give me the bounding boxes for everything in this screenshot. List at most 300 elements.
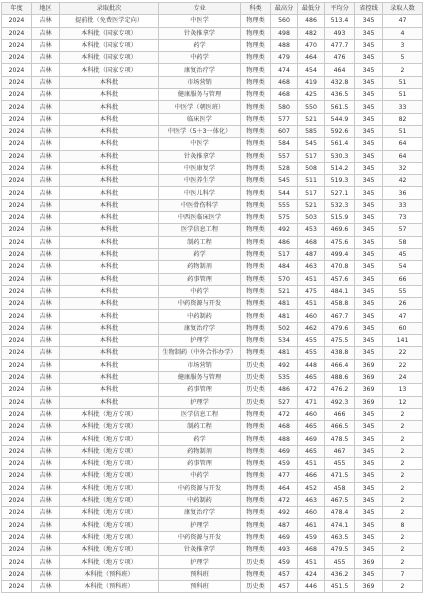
table-cell: 吉林 — [32, 150, 60, 162]
table-cell: 2024 — [2, 371, 32, 383]
table-cell: 康复治疗学 — [159, 507, 241, 519]
table-row — [2, 236, 423, 248]
table-cell: 2024 — [2, 52, 32, 64]
table-cell: 22 — [383, 347, 423, 359]
table-cell: 吉林 — [32, 273, 60, 285]
table-cell: 2 — [383, 433, 423, 445]
table-cell: 64 — [383, 138, 423, 150]
table-row — [2, 396, 423, 408]
table-cell: 本科批（国家专项） — [60, 64, 159, 76]
table-cell: 345 — [355, 445, 383, 457]
table-cell: 中药资源与开发 — [159, 298, 241, 310]
table-cell: 本科批 — [60, 150, 159, 162]
table-cell: 2024 — [2, 580, 32, 592]
table-cell: 吉林 — [32, 580, 60, 592]
table-cell: 本科批 — [60, 396, 159, 408]
table-cell: 436.5 — [325, 89, 355, 101]
table-cell: 吉林 — [32, 347, 60, 359]
table-cell: 2024 — [2, 335, 32, 347]
table-cell: 针灸推拿学 — [159, 150, 241, 162]
table-cell: 2024 — [2, 433, 32, 445]
table-cell: 544 — [271, 187, 298, 199]
table-row — [2, 347, 423, 359]
table-cell: 吉林 — [32, 298, 60, 310]
table-cell: 607 — [271, 125, 298, 137]
table-cell: 健康服务与管理 — [159, 371, 241, 383]
table-row — [2, 175, 423, 187]
table-cell: 54 — [383, 261, 423, 273]
table-cell: 488 — [271, 39, 298, 51]
table-cell: 369 — [355, 359, 383, 371]
table-cell: 物理类 — [241, 76, 271, 88]
table-cell: 463.5 — [325, 531, 355, 543]
table-cell: 459 — [271, 457, 298, 469]
table-cell: 345 — [355, 544, 383, 556]
table-row — [2, 261, 423, 273]
table-cell: 47 — [383, 310, 423, 322]
table-cell: 2024 — [2, 27, 32, 39]
table-cell: 本科批 — [60, 248, 159, 260]
table-cell: 中医康复学 — [159, 162, 241, 174]
table-cell: 455 — [298, 335, 325, 347]
table-cell: 2024 — [2, 39, 32, 51]
table-cell: 中医学 — [159, 15, 241, 27]
table-row — [2, 371, 423, 383]
table-cell: 2024 — [2, 556, 32, 568]
table-cell: 2024 — [2, 507, 32, 519]
table-cell: 中西医临床医学 — [159, 212, 241, 224]
table-cell: 464 — [298, 52, 325, 64]
table-cell: 2 — [383, 445, 423, 457]
table-cell: 吉林 — [32, 248, 60, 260]
table-cell: 药事管理 — [159, 273, 241, 285]
table-cell: 466 — [325, 408, 355, 420]
table-cell: 550 — [298, 101, 325, 113]
table-cell: 345 — [355, 531, 383, 543]
table-cell: 药物制剂 — [159, 445, 241, 457]
table-cell: 吉林 — [32, 138, 60, 150]
table-cell: 提前批（免费医学定向） — [60, 15, 159, 27]
table-cell: 本科批（地方专项） — [60, 519, 159, 531]
table-cell: 467.7 — [325, 310, 355, 322]
table-cell: 吉林 — [32, 236, 60, 248]
table-cell: 本科批（地方专项） — [60, 494, 159, 506]
table-cell: 345 — [355, 64, 383, 76]
table-cell: 本科批 — [60, 175, 159, 187]
table-cell: 2 — [383, 482, 423, 494]
table-cell: 本科批（地方专项） — [60, 531, 159, 543]
table-cell: 护理学 — [159, 396, 241, 408]
table-cell: 592.6 — [325, 125, 355, 137]
table-cell: 460 — [298, 507, 325, 519]
table-row — [2, 113, 423, 125]
table-cell: 471 — [298, 396, 325, 408]
column-header: 录取批次 — [60, 3, 159, 15]
table-row — [2, 531, 423, 543]
table-cell: 580 — [271, 101, 298, 113]
table-cell: 本科批（地方专项） — [60, 556, 159, 568]
table-cell: 物理类 — [241, 285, 271, 297]
table-cell: 5 — [383, 52, 423, 64]
table-cell: 2 — [383, 556, 423, 568]
table-row — [2, 494, 423, 506]
table-cell: 32 — [383, 162, 423, 174]
table-cell: 345 — [355, 494, 383, 506]
table-cell: 历史类 — [241, 580, 271, 592]
table-cell: 557 — [271, 150, 298, 162]
table-cell: 物理类 — [241, 494, 271, 506]
table-cell: 468 — [271, 421, 298, 433]
table-cell: 345 — [355, 113, 383, 125]
table-cell: 488 — [271, 433, 298, 445]
table-cell: 472 — [298, 384, 325, 396]
table-cell: 临床医学 — [159, 113, 241, 125]
table-cell: 2024 — [2, 445, 32, 457]
table-cell: 吉林 — [32, 445, 60, 457]
table-cell: 2 — [383, 531, 423, 543]
table-cell: 369 — [355, 580, 383, 592]
table-row — [2, 310, 423, 322]
table-row — [2, 125, 423, 137]
table-cell: 吉林 — [32, 494, 60, 506]
table-cell: 物理类 — [241, 15, 271, 27]
table-row — [2, 15, 423, 27]
table-cell: 451 — [298, 273, 325, 285]
table-cell: 58 — [383, 236, 423, 248]
table-cell: 2 — [383, 457, 423, 469]
table-cell: 2024 — [2, 298, 32, 310]
table-cell: 物理类 — [241, 421, 271, 433]
table-cell: 141 — [383, 335, 423, 347]
table-cell: 本科批（预科班） — [60, 568, 159, 580]
table-cell: 2024 — [2, 359, 32, 371]
table-cell: 吉林 — [32, 556, 60, 568]
table-cell: 吉林 — [32, 310, 60, 322]
table-cell: 本科批 — [60, 298, 159, 310]
table-cell: 503 — [298, 212, 325, 224]
table-cell: 药学 — [159, 433, 241, 445]
table-cell: 448 — [298, 359, 325, 371]
table-cell: 462 — [298, 322, 325, 334]
table-cell: 475.5 — [325, 335, 355, 347]
table-cell: 吉林 — [32, 52, 60, 64]
table-cell: 24 — [383, 371, 423, 383]
table-cell: 本科批 — [60, 162, 159, 174]
table-row — [2, 89, 423, 101]
table-cell: 545 — [271, 175, 298, 187]
table-cell: 345 — [355, 261, 383, 273]
table-cell: 492.3 — [325, 396, 355, 408]
table-cell: 475.6 — [325, 236, 355, 248]
table-cell: 466.4 — [325, 359, 355, 371]
table-cell: 本科批 — [60, 125, 159, 137]
table-cell: 物理类 — [241, 162, 271, 174]
table-cell: 物理类 — [241, 335, 271, 347]
table-cell: 医学信息工程 — [159, 408, 241, 420]
table-cell: 481 — [271, 298, 298, 310]
table-cell: 468 — [298, 544, 325, 556]
table-cell: 519.3 — [325, 175, 355, 187]
table-cell: 470 — [298, 39, 325, 51]
table-cell: 345 — [355, 175, 383, 187]
table-cell: 吉林 — [32, 162, 60, 174]
table-cell: 458.8 — [325, 298, 355, 310]
table-cell: 吉林 — [32, 359, 60, 371]
table-cell: 2024 — [2, 248, 32, 260]
table-cell: 康复治疗学 — [159, 64, 241, 76]
table-cell: 345 — [355, 285, 383, 297]
table-cell: 488.6 — [325, 371, 355, 383]
table-cell: 本科批 — [60, 384, 159, 396]
table-cell: 458 — [325, 482, 355, 494]
table-cell: 469.6 — [325, 224, 355, 236]
table-cell: 本科批 — [60, 187, 159, 199]
table-cell: 508 — [298, 162, 325, 174]
table-cell: 吉林 — [32, 482, 60, 494]
table-cell: 487 — [271, 519, 298, 531]
table-cell: 472 — [271, 494, 298, 506]
table-cell: 物理类 — [241, 125, 271, 137]
table-cell: 本科批 — [60, 89, 159, 101]
table-cell: 499.4 — [325, 248, 355, 260]
table-cell: 478.5 — [325, 433, 355, 445]
table-cell: 476 — [325, 52, 355, 64]
table-cell: 本科批 — [60, 236, 159, 248]
table-cell: 2024 — [2, 162, 32, 174]
table-cell: 中医儿科学 — [159, 187, 241, 199]
table-cell: 2024 — [2, 396, 32, 408]
table-cell: 健康服务与管理 — [159, 89, 241, 101]
table-cell: 2024 — [2, 310, 32, 322]
table-cell: 4 — [383, 27, 423, 39]
table-cell: 493 — [271, 544, 298, 556]
table-cell: 中医养生学 — [159, 175, 241, 187]
table-cell: 492 — [271, 224, 298, 236]
table-cell: 33 — [383, 101, 423, 113]
table-cell: 73 — [383, 212, 423, 224]
table-cell: 2024 — [2, 322, 32, 334]
table-cell: 本科批（地方专项） — [60, 544, 159, 556]
table-cell: 42 — [383, 175, 423, 187]
table-cell: 吉林 — [32, 371, 60, 383]
table-cell: 517 — [298, 150, 325, 162]
table-cell: 64 — [383, 150, 423, 162]
table-cell: 中药制药 — [159, 494, 241, 506]
table-row — [2, 335, 423, 347]
table-cell: 577 — [271, 113, 298, 125]
table-cell: 521 — [271, 285, 298, 297]
table-cell: 345 — [355, 482, 383, 494]
table-cell: 2024 — [2, 261, 32, 273]
table-cell: 吉林 — [32, 212, 60, 224]
table-cell: 本科批 — [60, 101, 159, 113]
column-header: 省控线 — [355, 3, 383, 15]
table-cell: 457 — [271, 580, 298, 592]
table-cell: 570 — [271, 273, 298, 285]
table-cell: 本科批 — [60, 359, 159, 371]
table-row — [2, 285, 423, 297]
table-cell: 药物制剂 — [159, 261, 241, 273]
table-row — [2, 519, 423, 531]
table-cell: 吉林 — [32, 224, 60, 236]
table-cell: 吉林 — [32, 433, 60, 445]
table-cell: 本科批 — [60, 199, 159, 211]
table-cell: 物理类 — [241, 89, 271, 101]
table-cell: 物理类 — [241, 150, 271, 162]
table-cell: 制药工程 — [159, 236, 241, 248]
table-cell: 545 — [298, 138, 325, 150]
table-row — [2, 27, 423, 39]
table-cell: 吉林 — [32, 125, 60, 137]
table-cell: 医学信息工程 — [159, 224, 241, 236]
table-cell: 中医学（5＋3一体化） — [159, 125, 241, 137]
table-cell: 市场营销 — [159, 76, 241, 88]
table-cell: 515.9 — [325, 212, 355, 224]
table-cell: 2024 — [2, 199, 32, 211]
table-cell: 419 — [298, 76, 325, 88]
column-header: 年度 — [2, 3, 32, 15]
table-cell: 527.1 — [325, 187, 355, 199]
table-cell: 吉林 — [32, 101, 60, 113]
table-cell: 369 — [355, 556, 383, 568]
table-cell: 物理类 — [241, 138, 271, 150]
table-cell: 中药学 — [159, 470, 241, 482]
table-cell: 492 — [271, 507, 298, 519]
table-cell: 345 — [355, 138, 383, 150]
table-cell: 66 — [383, 273, 423, 285]
table-cell: 吉林 — [32, 568, 60, 580]
table-cell: 345 — [355, 52, 383, 64]
table-cell: 2024 — [2, 150, 32, 162]
table-cell: 424 — [298, 568, 325, 580]
table-cell: 本科批（地方专项） — [60, 507, 159, 519]
table-row — [2, 273, 423, 285]
table-cell: 本科批 — [60, 261, 159, 273]
table-cell: 吉林 — [32, 15, 60, 27]
table-cell: 预科班 — [159, 580, 241, 592]
table-cell: 481 — [271, 310, 298, 322]
table-cell: 物理类 — [241, 433, 271, 445]
column-header: 平均分 — [325, 3, 355, 15]
table-cell: 本科批 — [60, 335, 159, 347]
table-cell: 护理学 — [159, 519, 241, 531]
table-cell: 历史类 — [241, 359, 271, 371]
table-cell: 吉林 — [32, 187, 60, 199]
table-cell: 物理类 — [241, 224, 271, 236]
table-row — [2, 482, 423, 494]
table-cell: 2024 — [2, 224, 32, 236]
column-header: 地区 — [32, 3, 60, 15]
table-cell: 513.4 — [325, 15, 355, 27]
table-cell: 2 — [383, 64, 423, 76]
table-cell: 物理类 — [241, 101, 271, 113]
table-cell: 2024 — [2, 470, 32, 482]
table-cell: 2 — [383, 408, 423, 420]
table-cell: 486 — [298, 15, 325, 27]
table-cell: 452 — [298, 482, 325, 494]
table-cell: 吉林 — [32, 544, 60, 556]
table-cell: 历史类 — [241, 384, 271, 396]
table-cell: 2024 — [2, 568, 32, 580]
table-cell: 345 — [355, 236, 383, 248]
table-cell: 2 — [383, 544, 423, 556]
table-row — [2, 138, 423, 150]
table-cell: 本科批（地方专项） — [60, 470, 159, 482]
table-header — [2, 3, 423, 15]
table-cell: 544.9 — [325, 113, 355, 125]
table-cell: 345 — [355, 248, 383, 260]
table-cell: 本科批 — [60, 371, 159, 383]
table-cell: 584 — [271, 138, 298, 150]
table-cell: 物理类 — [241, 482, 271, 494]
table-cell: 470.8 — [325, 261, 355, 273]
table-cell: 物理类 — [241, 347, 271, 359]
header-row — [2, 3, 423, 15]
table-cell: 469 — [271, 445, 298, 457]
table-cell: 本科批（地方专项） — [60, 482, 159, 494]
table-cell: 457.6 — [325, 273, 355, 285]
table-cell: 476.2 — [325, 384, 355, 396]
table-cell: 物理类 — [241, 470, 271, 482]
table-cell: 2 — [383, 507, 423, 519]
table-cell: 345 — [355, 125, 383, 137]
table-cell: 22 — [383, 359, 423, 371]
table-cell: 7 — [383, 568, 423, 580]
table-cell: 457 — [271, 568, 298, 580]
table-cell: 本科批 — [60, 347, 159, 359]
table-cell: 12 — [383, 396, 423, 408]
table-cell: 561.5 — [325, 101, 355, 113]
table-cell: 345 — [355, 408, 383, 420]
table-cell: 461 — [298, 519, 325, 531]
table-cell: 51 — [383, 125, 423, 137]
table-cell: 469 — [271, 531, 298, 543]
table-row — [2, 544, 423, 556]
table-cell: 468 — [298, 236, 325, 248]
table-cell: 针灸推拿学 — [159, 544, 241, 556]
table-cell: 345 — [355, 335, 383, 347]
table-row — [2, 52, 423, 64]
table-cell: 物理类 — [241, 408, 271, 420]
table-cell: 历史类 — [241, 556, 271, 568]
table-cell: 2 — [383, 580, 423, 592]
table-cell: 479.5 — [325, 544, 355, 556]
table-cell: 2024 — [2, 101, 32, 113]
table-cell: 物理类 — [241, 212, 271, 224]
table-cell: 2024 — [2, 113, 32, 125]
table-cell: 455 — [298, 347, 325, 359]
table-row — [2, 76, 423, 88]
table-cell: 吉林 — [32, 531, 60, 543]
table-cell: 535 — [271, 371, 298, 383]
table-cell: 吉林 — [32, 39, 60, 51]
table-cell: 472 — [271, 408, 298, 420]
table-cell: 2024 — [2, 212, 32, 224]
table-cell: 451 — [298, 457, 325, 469]
table-row — [2, 433, 423, 445]
table-row — [2, 224, 423, 236]
table-row — [2, 408, 423, 420]
table-cell: 532.3 — [325, 199, 355, 211]
table-cell: 527 — [271, 396, 298, 408]
table-cell: 物理类 — [241, 39, 271, 51]
table-row — [2, 162, 423, 174]
table-cell: 中药学 — [159, 285, 241, 297]
table-cell: 345 — [355, 519, 383, 531]
table-cell: 2024 — [2, 482, 32, 494]
table-cell: 预科班 — [159, 568, 241, 580]
table-cell: 486 — [271, 236, 298, 248]
